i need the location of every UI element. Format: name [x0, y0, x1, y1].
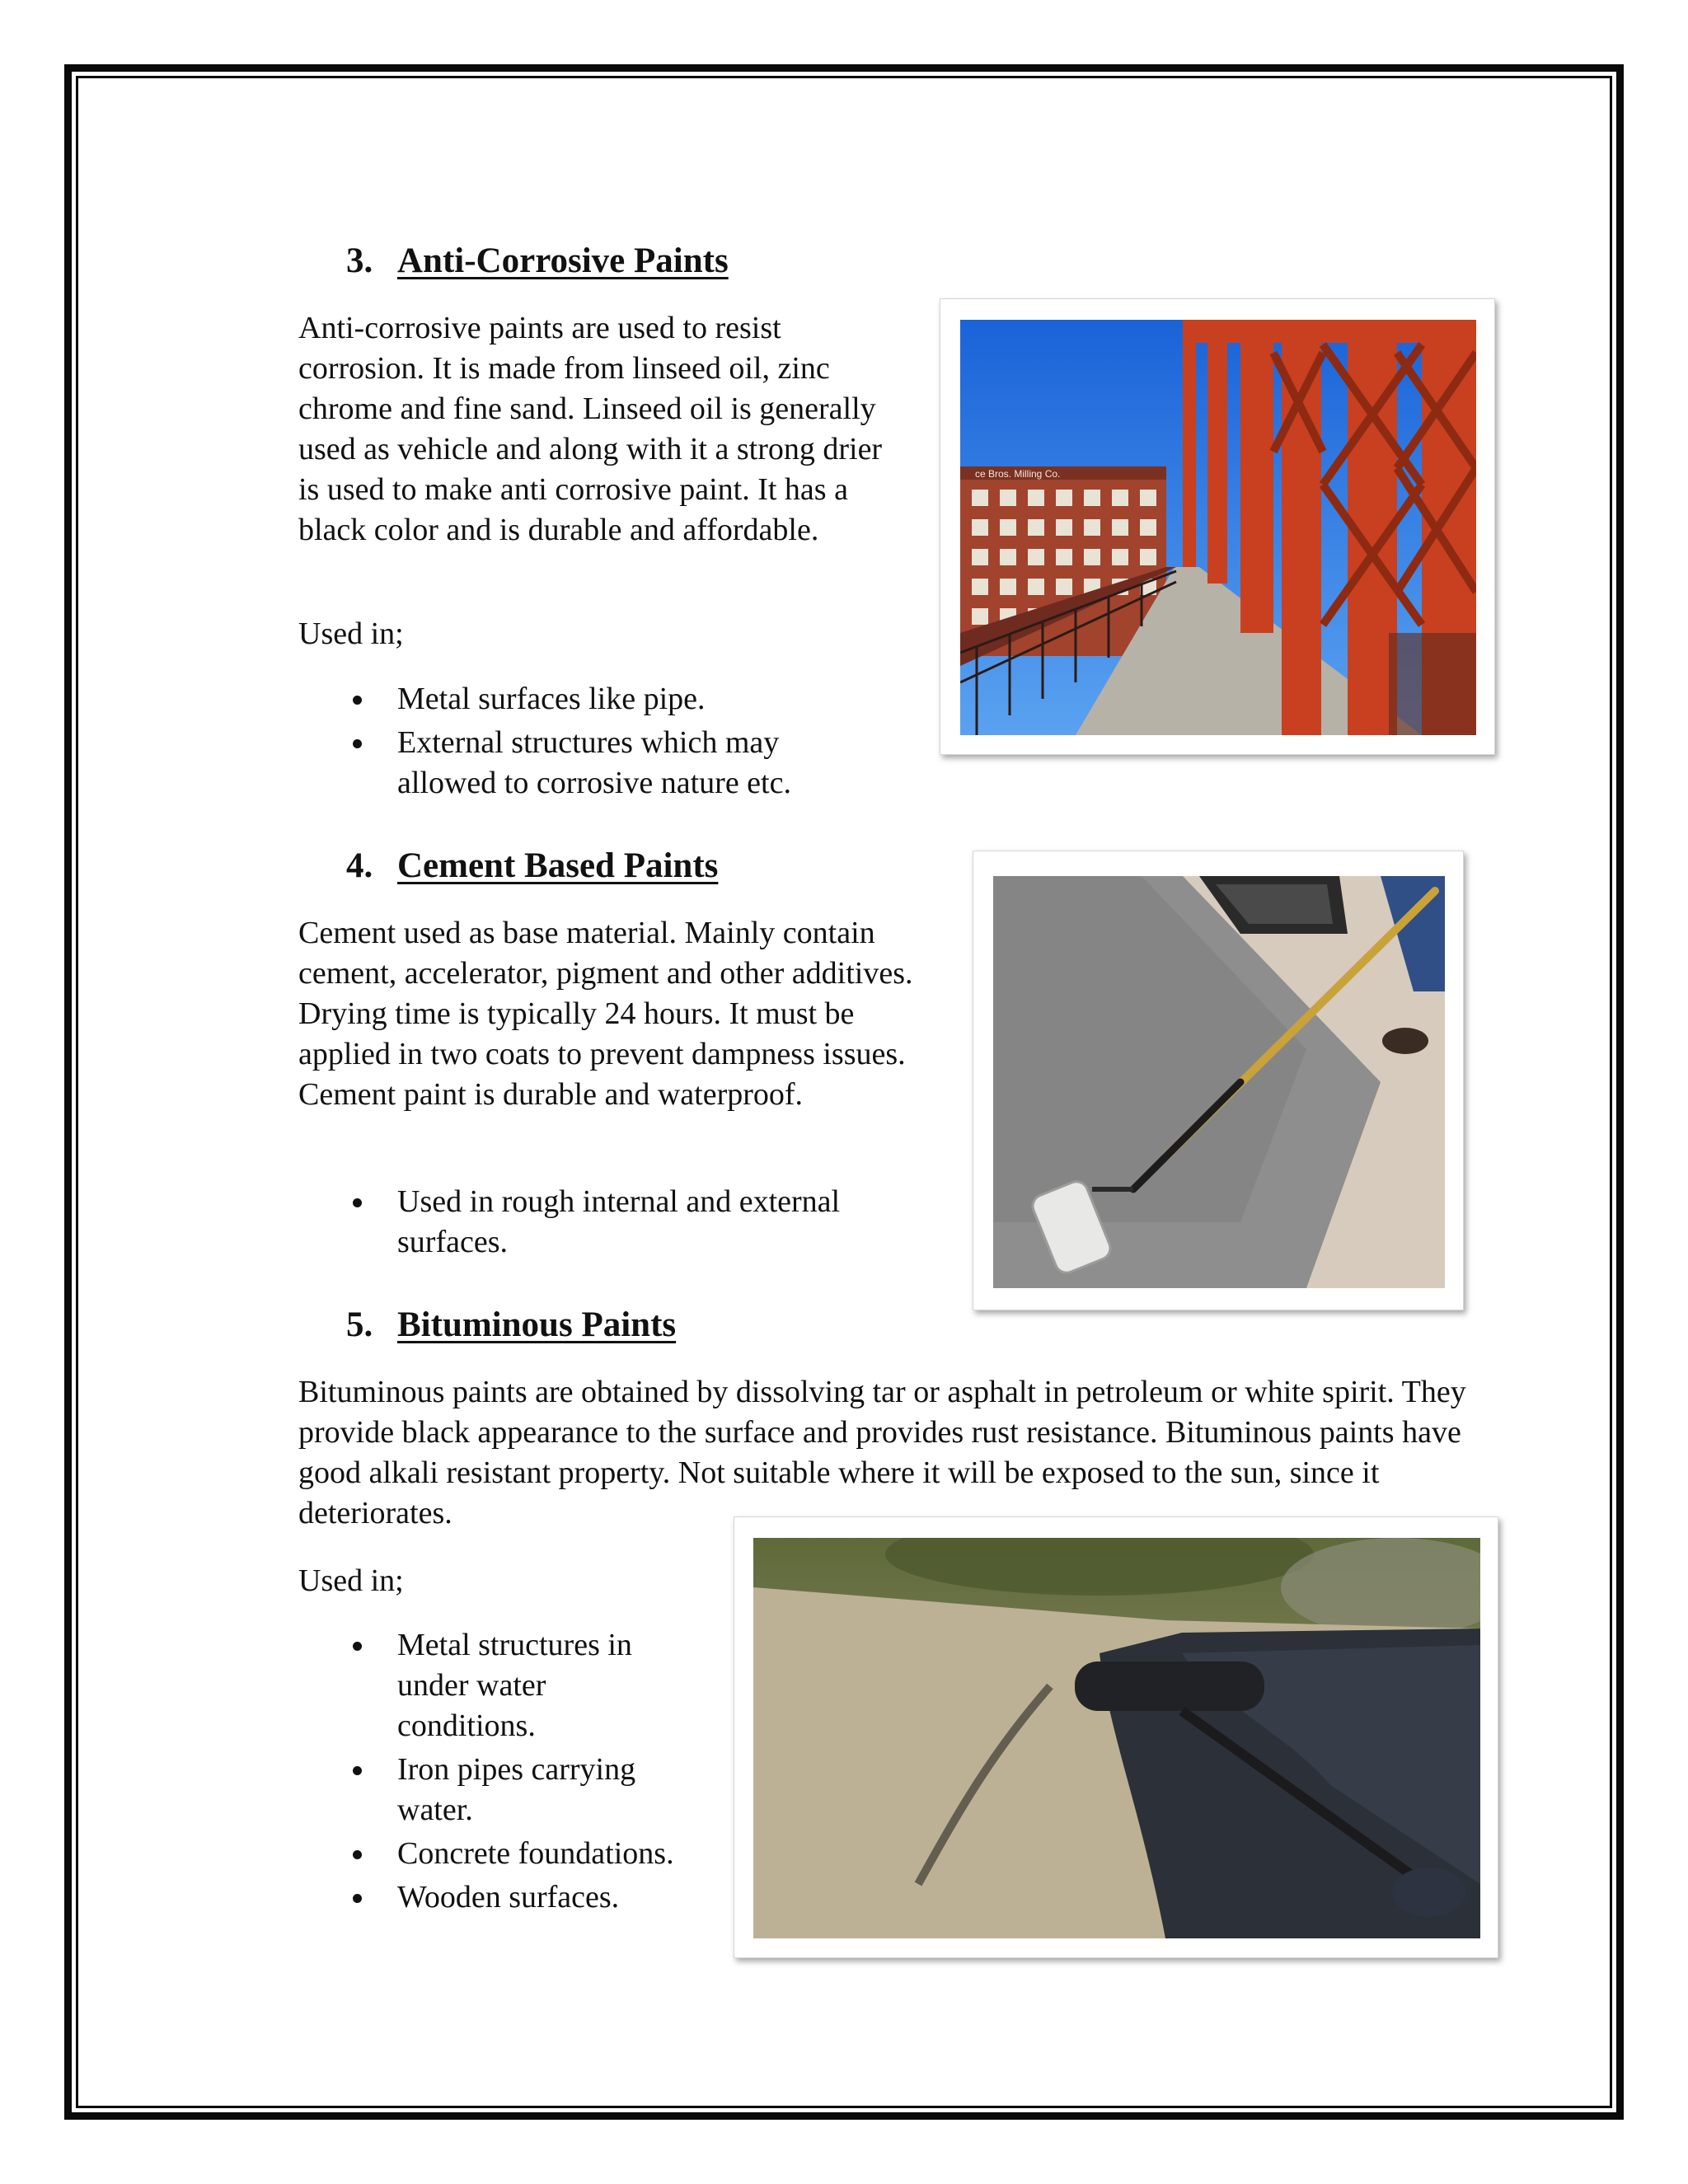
roller-bitumen-coating-photo [734, 1516, 1498, 1958]
list-item: Metal structures in under water conditions. [298, 1625, 678, 1746]
section-4-paragraph: Cement used as base material. Mainly contain cement, accelerator, pigment and other additives. Drying time is typically 24 hours. It must be applied in two coats to prevent dampness issues. Cement paint is durable and waterproof. [298, 916, 913, 1112]
section-4-number: 4. [346, 846, 373, 885]
paint-roller-floor-image [993, 876, 1445, 1288]
list-item: Iron pipes carrying water. [298, 1750, 678, 1830]
section-5-heading [346, 1307, 676, 1343]
list-item: External structures which may allowed to corrosive nature etc. [298, 723, 842, 804]
section-3-title: Anti-Corrosive Paints [397, 241, 729, 280]
roller-bitumen-coating-image [753, 1538, 1480, 1938]
section-3-used-in-label: Used in; [298, 616, 404, 651]
section-5-list [298, 1625, 678, 1921]
list-item: Metal surfaces like pipe. [298, 679, 842, 719]
red-steel-bridge-photo [940, 298, 1495, 755]
section-5-number: 5. [346, 1305, 373, 1344]
section-5-used-in-label: Used in; [298, 1563, 404, 1598]
list-item: Concrete foundations. [298, 1834, 678, 1874]
section-5-title: Bituminous Paints [397, 1305, 677, 1344]
section-3-number: 3. [346, 241, 373, 280]
section-3-paragraph: Anti-corrosive paints are used to resist corrosion. It is made from linseed oil, zinc chrome and fine sand. Linseed oil is generally used as vehicle and along with it a strong drier is used to make anti corrosive paint. It has a black color and is durable and affordable. [298, 311, 883, 547]
section-4-title: Cement Based Paints [397, 846, 719, 885]
section-5-paragraph: Bituminous paints are obtained by dissolving tar or asphalt in petroleum or white spirit. They provide black appearance to the surface and provides rust resistance. Bituminous paints have good alkali resistant property. Not suitable where it will be exposed to the sun, since it deteriorates. [298, 1375, 1466, 1530]
section-4-heading [346, 848, 718, 883]
list-item: Wooden surfaces. [298, 1877, 678, 1918]
red-steel-bridge-image [960, 320, 1476, 735]
list-item: Used in rough internal and external surfaces. [298, 1182, 875, 1263]
building-sign-text: ce Bros. Milling Co. [975, 468, 1061, 480]
paint-roller-floor-photo [973, 851, 1464, 1310]
section-3-list [298, 679, 842, 807]
section-4-list [298, 1182, 875, 1266]
section-3-heading [346, 243, 729, 279]
